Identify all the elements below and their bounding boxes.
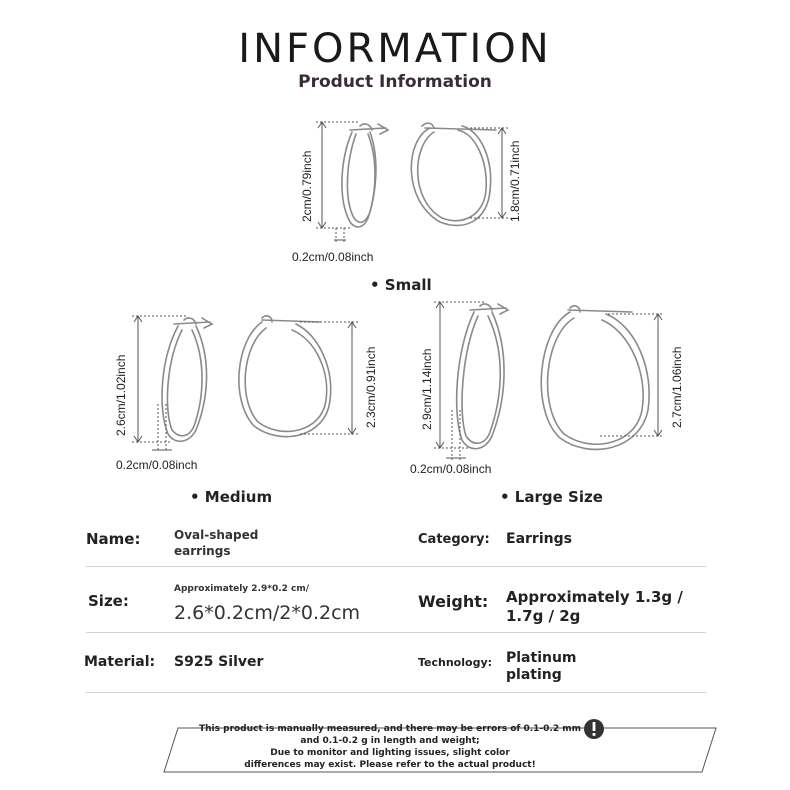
- large-thickness-label: 0.2cm/0.08inch: [410, 462, 492, 476]
- page-title: INFORMATION: [238, 26, 552, 72]
- large-earring-front-icon: [541, 306, 649, 450]
- category-label: Category:: [418, 532, 490, 547]
- material-value: S925 Silver: [174, 654, 264, 670]
- large-group-label: • Large Size: [500, 488, 603, 506]
- exclamation-icon: [584, 719, 604, 739]
- medium-thickness-label: 0.2cm/0.08inch: [116, 458, 198, 472]
- notice-line1: This product is manually measured, and there may be errors of 0.1-0.2 mm: [199, 724, 581, 734]
- large-right-height-label: 2.7cm/1.06inch: [670, 346, 684, 428]
- divider: [86, 692, 706, 693]
- name-value: Oval-shaped earrings: [174, 528, 259, 558]
- divider: [86, 632, 706, 633]
- notice-text: [190, 723, 590, 771]
- weight-value-line1: Approximately 1.3g /: [506, 588, 683, 606]
- weight-value-line2: 1.7g / 2g: [506, 607, 581, 625]
- small-thickness-label: 0.2cm/0.08inch: [292, 250, 374, 264]
- medium-earring-side-icon: [162, 318, 212, 441]
- technology-value-line2: plating: [506, 667, 562, 683]
- notice-line3: Due to monitor and lighting issues, slight color: [270, 748, 510, 758]
- large-earring-side-icon: [457, 304, 508, 449]
- notice-line2: and 0.1-0.2 g in length and weight;: [300, 736, 480, 746]
- small-earring-front-icon: [411, 123, 496, 225]
- page-subtitle: Product Information: [298, 72, 492, 92]
- medium-left-height-label: 2.6cm/1.02inch: [114, 354, 128, 436]
- name-label: Name:: [86, 530, 141, 548]
- large-left-height-label: 2.9cm/1.14inch: [420, 348, 434, 430]
- small-earring-side-icon: [342, 124, 388, 227]
- notice-line4: differences may exist. Please refer to the actual product!: [244, 760, 536, 770]
- category-value: Earrings: [506, 531, 572, 547]
- size-value-line1: Approximately 2.9*0.2 cm/: [174, 584, 310, 594]
- material-label: Material:: [84, 654, 156, 670]
- size-label: Size:: [88, 592, 129, 610]
- small-right-height-label: 1.8cm/0.71inch: [508, 140, 522, 222]
- technology-label: Technology:: [418, 656, 493, 669]
- medium-right-height-label: 2.3cm/0.91inch: [364, 346, 378, 428]
- weight-label: Weight:: [418, 592, 489, 611]
- size-value-line2: 2.6*0.2cm/2*0.2cm: [174, 602, 361, 624]
- medium-group-label: • Medium: [190, 488, 273, 506]
- medium-earring-front-icon: [239, 316, 331, 437]
- technology-value-line1: Platinum: [506, 650, 577, 666]
- divider: [86, 566, 706, 567]
- small-left-height-label: 2cm/0.79inch: [300, 150, 314, 222]
- small-group-label: • Small: [370, 276, 432, 294]
